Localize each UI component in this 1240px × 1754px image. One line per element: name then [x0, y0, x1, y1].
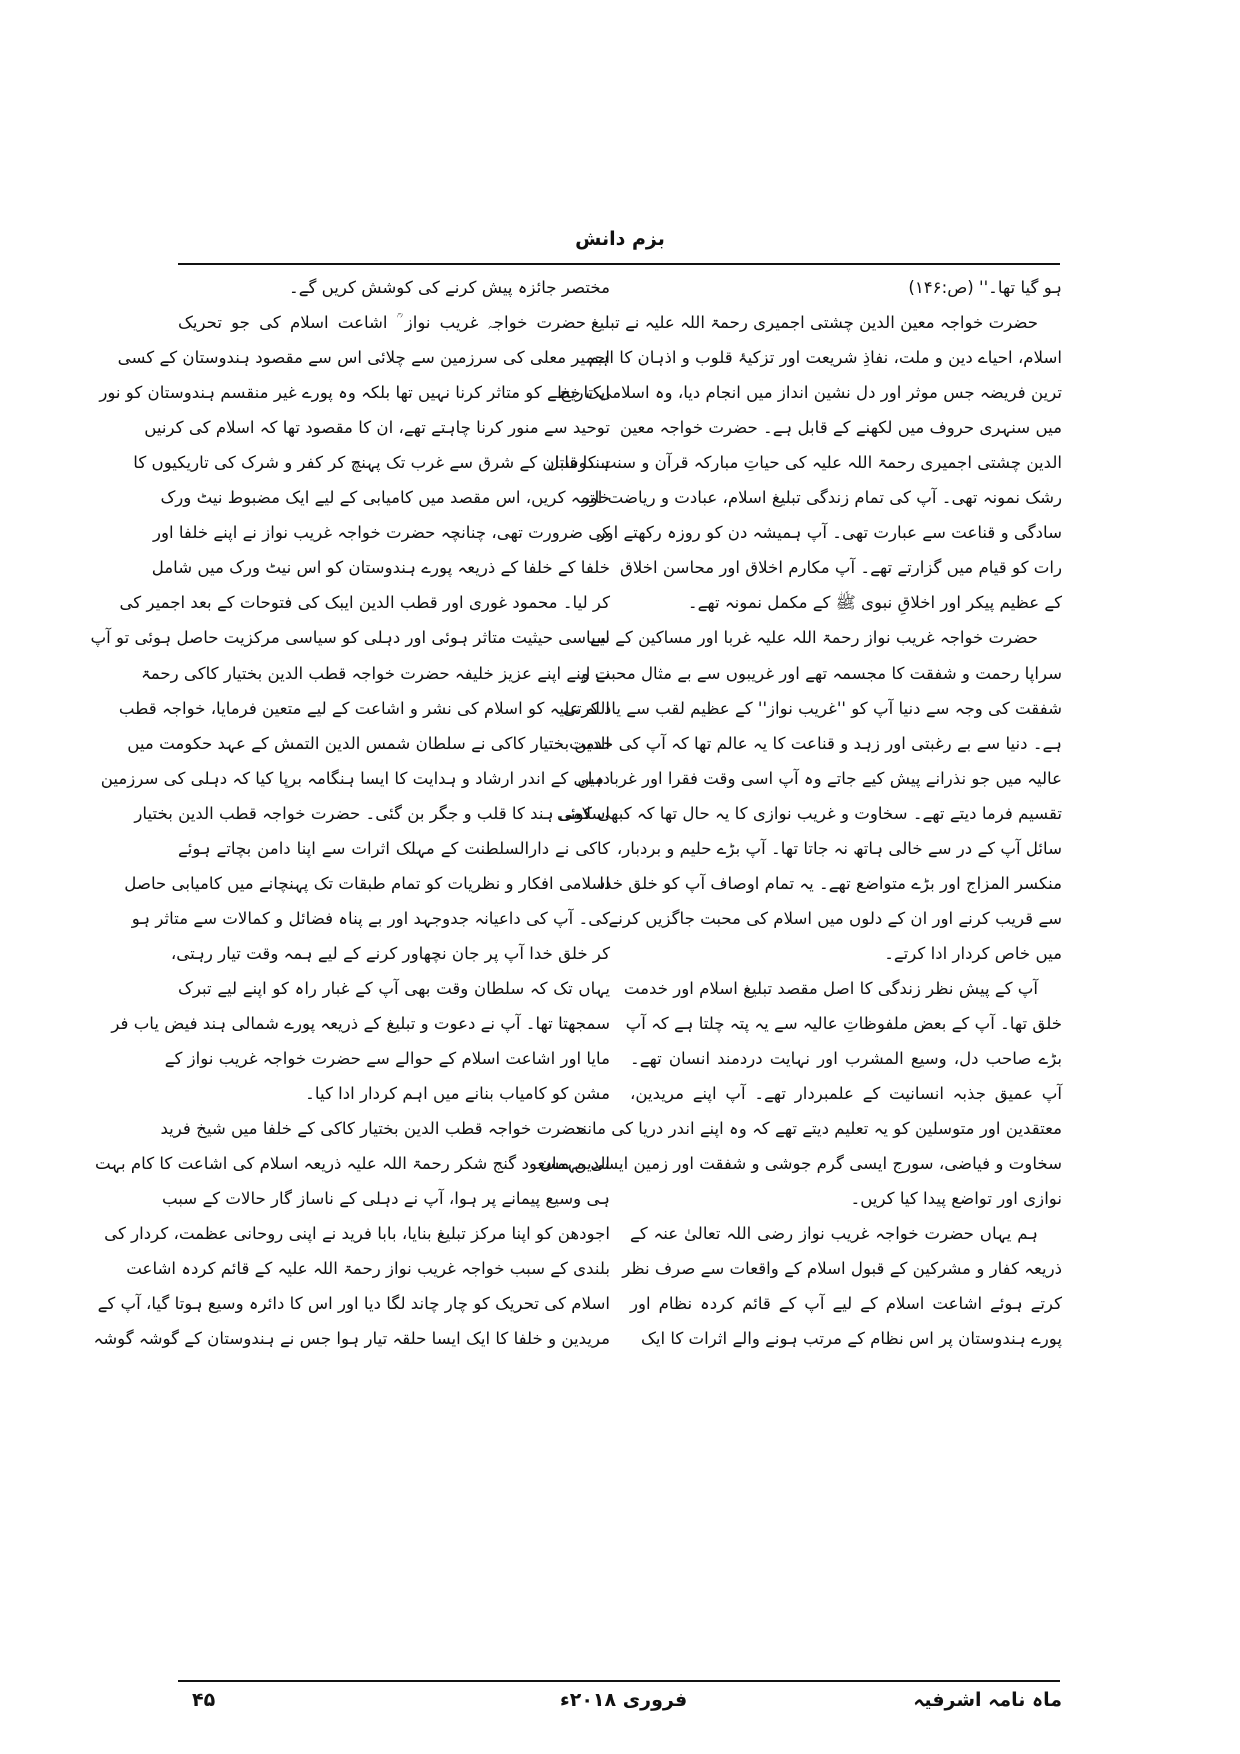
text-line: مشن کو کامیاب بنانے میں اہم کردار ادا کیا۔	[305, 1084, 610, 1104]
header-rule	[178, 263, 1060, 265]
text-line: بڑے صاحب دل، وسیع المشرب اور نہایت دردمند انسان تھے۔	[630, 1049, 1062, 1069]
text-line: نوازی اور تواضع پیدا کیا کریں۔	[850, 1189, 1062, 1209]
text-line: اسلام، احیاے دین و ملت، نفاذِ شریعت اور تزکیۂ قلوب و اذہان کا اہم	[588, 348, 1062, 368]
page-number: ۴۵	[192, 1689, 216, 1711]
text-line: حضرت خواجہ غریب نواز ؒ اشاعت اسلام کی جو تحریک	[178, 313, 586, 333]
text-line: ہندوستان کے شرق سے غرب تک پہنچ کر کفر و شرک کی تاریکیوں کا	[133, 453, 610, 473]
text-line: ہے۔ دنیا سے بے رغبتی اور زہد و قناعت کا یہ عالم تھا کہ آپ کی خدمت	[569, 733, 1062, 753]
text-line: کے عظیم پیکر اور اخلاقِ نبوی ﷺ کے مکمل نمونہ تھے۔	[687, 593, 1062, 613]
text-line: رشک نمونہ تھی۔ آپ کی تمام زندگی تبلیغ اسلام، عبادت و ریاضت اور	[581, 488, 1062, 508]
text-line: اسلام کی تحریک کو چار چاند لگا دیا اور اس کا دائرہ وسیع ہوتا گیا، آپ کے	[97, 1294, 610, 1314]
text-line: مریدین و خلفا کا ایک ایسا حلقہ تیار ہوا جس نے ہندوستان کے گوشہ گوشہ	[93, 1329, 610, 1349]
text-line: آپ کے پیش نظر زندگی کا اصل مقصد تبلیغ اسلام اور خدمت	[623, 978, 1038, 998]
text-line: حضرت خواجہ قطب الدین بختیار کاکی کے خلفا میں شیخ فرید	[160, 1119, 586, 1139]
text-line: رات کو قیام میں گزارتے تھے۔ آپ مکارم اخلاق اور محاسن اخلاق	[619, 558, 1062, 578]
text-line: اللہ علیہ کو اسلام کی نشر و اشاعت کے لیے متعین فرمایا، خواجہ قطب	[118, 698, 610, 718]
text-line: سادگی و قناعت سے عبارت تھی۔ آپ ہمیشہ دن کو روزہ رکھتے اور	[597, 523, 1062, 543]
text-line: حضرت خواجہ غریب نواز رحمۃ اللہ علیہ غربا اور مساکین کے لیے	[590, 628, 1038, 648]
text-line: ہو گیا تھا۔'' (ص:۱۴۶)	[908, 278, 1062, 297]
text-line: تقسیم فرما دیتے تھے۔ سخاوت و غریب نوازی کا یہ حال تھا کہ کبھی کوئی	[557, 803, 1062, 823]
text-line: میں خاص کردار ادا کرتے۔	[884, 943, 1062, 963]
right-text-column	[539, 270, 1062, 1356]
text-line: کی۔ آپ کی داعیانہ جدوجہد اور بے پناہ فضائل و کمالات سے متاثر ہو	[131, 908, 610, 928]
text-line: سے قریب کرنے اور ان کے دلوں میں اسلام کی محبت جاگزیں کرنے	[608, 908, 1062, 928]
text-line: ہم یہاں حضرت خواجہ غریب نواز رضی اللہ تعالیٰ عنہ کے	[630, 1224, 1038, 1244]
text-line: کاکی نے دارالسلطنت کے مہلک اثرات سے اپنا دامن بچاتے ہوئے	[178, 838, 610, 858]
text-line: خلق تھا۔ آپ کے بعض ملفوظاتِ عالیہ سے یہ پتہ چلتا ہے کہ آپ	[625, 1013, 1062, 1033]
text-line: نے اپنے اپنے عزیز خلیفہ حضرت خواجہ قطب الدین بختیار کاکی رحمۃ	[141, 663, 610, 683]
text-line: اسلامی ہند کا قلب و جگر بن گئی۔ حضرت خواجہ قطب الدین بختیار	[134, 803, 610, 823]
text-line: یہاں تک کہ سلطان وقت بھی آپ کے غبار راہ کو اپنے لیے تبرک	[178, 978, 610, 998]
text-line: منکسر المزاج اور بڑے متواضع تھے۔ یہ تمام اوصاف آپ کو خلق خدا	[599, 873, 1062, 893]
left-text-column	[90, 270, 610, 1356]
text-line: میں سنہری حروف میں لکھنے کے قابل ہے۔ حضرت خواجہ معین	[619, 418, 1062, 438]
text-line: ترین فریضہ جس موثر اور دل نشین انداز میں انجام دیا، وہ اسلامی تاریخ	[560, 383, 1062, 403]
text-line: مختصر جائزہ پیش کرنے کی کوشش کریں گے۔	[289, 278, 610, 297]
text-line: ذریعہ کفار و مشرکین کے قبول اسلام کے واقعات سے صرف نظر	[622, 1259, 1062, 1279]
text-line: اجودھن کو اپنا مرکز تبلیغ بنایا، بابا فرید نے اپنی روحانی عظمت، کردار کی	[104, 1224, 610, 1244]
text-line: خلفا کے خلفا کے ذریعہ پورے ہندوستان کو اس نیٹ ورک میں شامل	[151, 558, 610, 578]
text-line: بلندی کے سبب خواجہ غریب نواز رحمۃ اللہ علیہ کے قائم کردہ اشاعت	[126, 1259, 610, 1279]
text-line: کر لیا۔ محمود غوری اور قطب الدین ایبک کی فتوحات کے بعد اجمیر کی	[119, 593, 610, 613]
text-line: آپ عمیق جذبہ انسانیت کے علمبردار تھے۔ آپ اپنے مریدین،	[630, 1084, 1062, 1104]
text-line: اسلامی افکار و نظریات کو تمام طبقات تک پہنچانے میں کامیابی حاصل	[124, 873, 610, 893]
text-line: مایا اور اشاعت اسلام کے حوالے سے حضرت خواجہ غریب نواز کے	[164, 1049, 610, 1069]
text-line: الدین چشتی اجمیری رحمۃ اللہ علیہ کی حیاتِ مبارکہ قرآن و سنت کا قابل	[547, 453, 1062, 473]
text-line: سائل آپ کے در سے خالی ہاتھ نہ جاتا تھا۔ آپ بڑے حلیم و بردبار،	[616, 838, 1062, 858]
text-line: ہی وسیع پیمانے پر ہوا، آپ نے دہلی کے ناساز گار حالات کے سبب	[161, 1189, 610, 1209]
text-line: سخاوت و فیاضی، سورج ایسی گرم جوشی و شفقت اور زمین ایسی مہمان	[539, 1154, 1062, 1174]
text-line: الدین مسعود گنج شکر رحمۃ اللہ علیہ ذریعہ اسلام کی اشاعت کا کام بہت	[94, 1154, 610, 1174]
text-line: پورے ہندوستان پر اس نظام کے مرتب ہونے والے اثرات کا ایک	[640, 1329, 1062, 1349]
text-line: حضرت خواجہ معین الدین چشتی اجمیری رحمۃ اللہ علیہ نے تبلیغ	[590, 313, 1038, 333]
footer-rule	[178, 1680, 1060, 1682]
issue-date: فروری ۲۰۱۸ء	[560, 1689, 688, 1711]
text-line: عالیہ میں جو نذرانے پیش کیے جاتے وہ آپ اسی وقت فقرا اور غربا میں	[577, 768, 1062, 788]
text-line: کی ضرورت تھی، چنانچہ حضرت خواجہ غریب نواز نے اپنے خلفا اور	[152, 523, 610, 543]
text-line: الدین بختیار کاکی نے سلطان شمس الدین التمش کے عہد حکومت میں	[127, 733, 610, 753]
section-title: بزم دانش	[575, 228, 665, 250]
text-line: معتقدین اور متوسلین کو یہ تعلیم دیتے تھے کہ وہ اپنے اندر دریا کی مانند	[573, 1119, 1062, 1139]
text-line: دہلی کے اندر ارشاد و ہدایت کا ایسا ہنگامہ برپا کیا کہ دہلی کی سرزمین	[100, 768, 610, 788]
text-line: کرتے ہوئے اشاعت اسلام کے لیے آپ کے قائم کردہ نظام اور	[630, 1294, 1062, 1314]
text-line: سمجھتا تھا۔ آپ نے دعوت و تبلیغ کے ذریعہ پورے شمالی ہند فیض یاب فر	[111, 1013, 610, 1033]
text-line: شفقت کی وجہ سے دنیا آپ کو ''غریب نواز'' کے عظیم لقب سے یاد کرتی	[563, 698, 1062, 718]
text-line: خاتمہ کریں، اس مقصد میں کامیابی کے لیے ایک مضبوط نیٹ ورک	[160, 488, 610, 508]
text-line: توحید سے منور کرنا چاہتے تھے، ان کا مقصود تھا کہ اسلام کی کرنیں	[144, 418, 610, 438]
text-line: سراپا رحمت و شفقت کا مجسمہ تھے اور غریبوں سے بے مثال محبت و	[581, 663, 1062, 683]
magazine-name: ماہ نامہ اشرفیہ	[913, 1689, 1062, 1711]
text-line: اجمیر معلی کی سرزمین سے چلائی اس سے مقصود ہندوستان کے کسی	[117, 348, 610, 368]
text-line: سیاسی حیثیت متاثر ہوئی اور دہلی کو سیاسی مرکزیت حاصل ہوئی تو آپ	[90, 628, 610, 648]
text-line: کر خلق خدا آپ پر جان نچھاور کرنے کے لیے ہمہ وقت تیار رہتی،	[170, 943, 610, 963]
text-line: ایک خطے کو متاثر کرنا نہیں تھا بلکہ وہ پورے غیر منقسم ہندوستان کو نور	[99, 383, 610, 403]
